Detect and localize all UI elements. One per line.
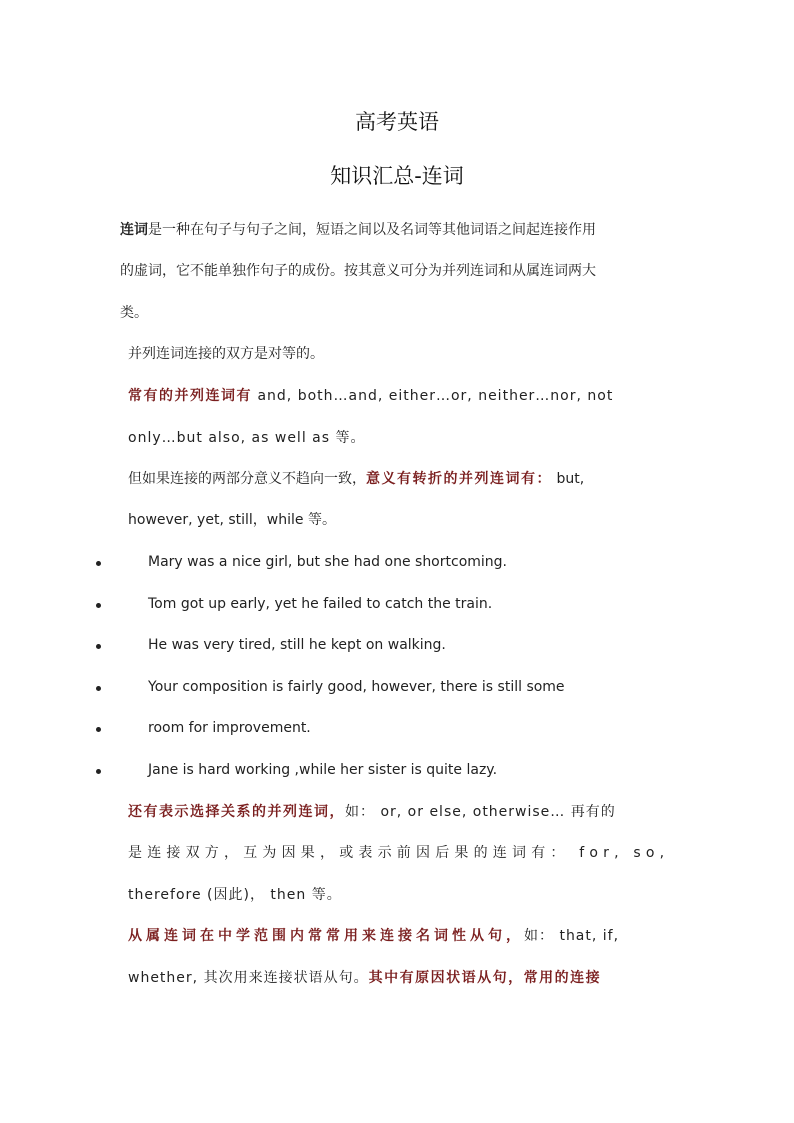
contrast-line-2: however, yet, still，while 等。 [128,512,336,528]
contrast-list-1: but, [552,471,585,487]
contrast-lead: 但如果连接的两部分意义不趋向一致， [128,471,366,487]
choice-text-1: 如： or, or else, otherwise… 再有的 [345,804,616,820]
bullet-dot [96,603,101,608]
subord-heading: 从属连词在中学范围内常常用来连接名词性从句， [128,928,524,944]
coord-statement: 并列连词连接的双方是对等的。 [128,346,324,362]
bullet-dot [96,561,101,566]
subord-line-2 [128,968,601,988]
subord-text-1: 如： that, if, [524,928,620,944]
choice-line-1 [128,802,616,822]
example-item: Jane is hard working ,while her sister is quite lazy. [148,762,498,778]
example-item: Your composition is fairly good, however, there is still some [148,679,565,695]
subord-text-2a: whether, 其次用来连接状语从句。 [128,970,369,986]
contrast-line-1 [128,469,584,489]
choice-line-2: 是连接双方，互为因果，或表示前因后果的连词有： for, so, [128,845,670,861]
bullet-dot [96,727,101,732]
contrast-heading: 意义有转折的并列连词有： [366,471,552,487]
page-title: 高考英语 [355,110,439,134]
example-item: Tom got up early, yet he failed to catch the train. [148,596,493,612]
common-list-1: and, both…and, either…or, neither…nor, not [252,388,614,404]
common-line-2: only…but also, as well as 等。 [128,430,366,446]
intro-text-1: 是一种在句子与句子之间，短语之间以及名词等其他词语之间起连接作用 [148,222,596,238]
example-item: room for improvement. [148,720,311,736]
intro-line-1 [120,220,596,240]
page-subtitle: 知识汇总-连词 [330,164,464,188]
example-item: He was very tired, still he kept on walking. [148,637,446,653]
bullet-dot [96,769,101,774]
common-line-1 [128,386,613,406]
intro-term: 连词 [120,222,148,238]
intro-line-2: 的虚词，它不能单独作句子的成份。按其意义可分为并列连词和从属连词两大 [120,263,596,279]
choice-line-3: therefore (因此)， then 等。 [128,887,342,903]
common-heading: 常有的并列连词有 [128,388,252,404]
intro-line-3: 类。 [120,305,148,321]
choice-heading: 还有表示选择关系的并列连词， [128,804,345,820]
bullet-dot [96,686,101,691]
bullet-dot [96,644,101,649]
example-item: Mary was a nice girl, but she had one shortcoming. [148,554,507,570]
subord-heading-2: 其中有原因状语从句，常用的连接 [368,970,602,986]
subord-line-1 [128,926,619,946]
